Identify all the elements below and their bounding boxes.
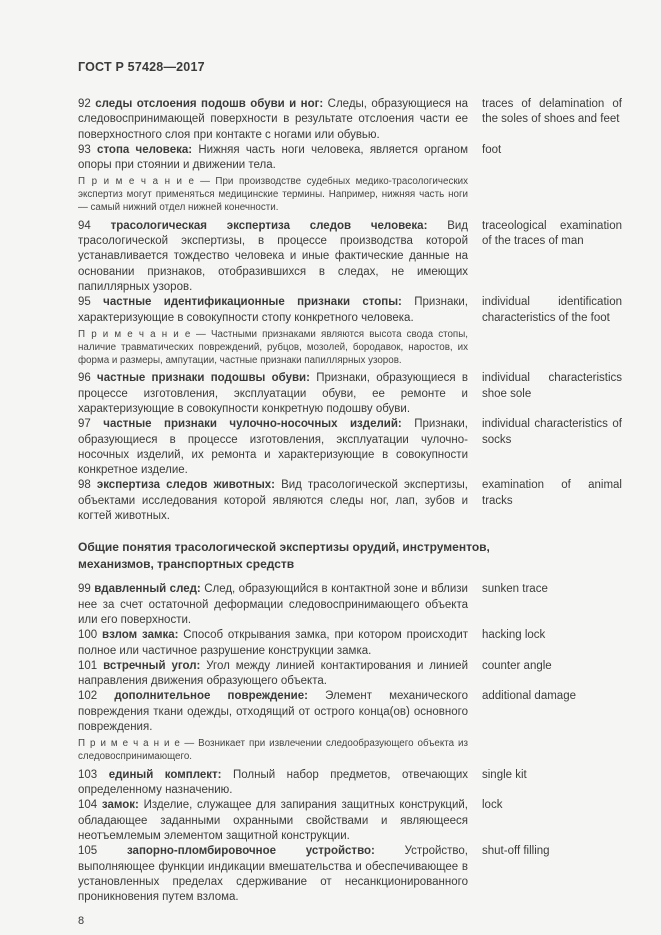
term-definition: Нижняя часть ноги человека, является органом опоры при стоянии и движении тела. [78,143,468,172]
term-name: встречный угол: [103,659,201,672]
note-label: П р и м е ч а н и е [78,738,181,750]
term-number: 98 [78,479,91,492]
term-definition-block [78,798,468,844]
term-entry [78,582,622,628]
note-entry [78,176,468,214]
term-definition: Угол между линией контактирования и линией направления движения образующего объекта. [78,659,468,688]
term-entry [78,143,622,174]
term-entry [78,295,622,326]
term-definition-block [78,659,468,690]
term-entry [78,768,622,799]
term-definition: Признаки, образующиеся в процессе изготовления, эксплуатации чулочно-носочных изделий, их ремонта и характеризующие в совокупности конкретное изделие. [78,418,468,477]
term-translation: counter angle [482,659,552,672]
term-definition: Полный набор предметов, отвечающих определенному назначению. [78,768,469,797]
term-definition-block [78,628,468,659]
term-name: запорно-пломбировочное устройство: [126,845,375,858]
term-definition: Изделие, служащее для запирания защитных конструкций, обладающее заданными охранными свойствами и являющееся неотъемлемым элементом защитной конструкции. [78,799,468,843]
term-entry [78,798,622,844]
term-definition-block [78,295,468,326]
term-entry [78,659,622,690]
term-name: замок: [101,799,139,812]
document-title: ГОСТ Р 57428—2017 [78,60,205,74]
term-entry [78,628,622,659]
term-translation: shut-off filling [482,845,550,858]
term-definition: Признаки, образующиеся в процессе изготовления, эксплуатации обуви, ее ремонте и характеризующие в совокупности конкретную подошву обуви. [78,372,468,415]
term-definition: Следы, образующиеся на следовоспринимающей поверхности в результате отслоения части ее поверхностного слоя при контакте с ногами или обувью. [78,98,468,141]
term-number: 92 [78,98,91,110]
note-entry [78,738,468,764]
term-name: вдавленный след: [94,583,201,596]
term-name: частные признаки чулочно-носочных изделий: [103,418,402,431]
term-number: 96 [78,372,91,385]
term-name: трасологическая экспертиза следов человека: [110,219,428,232]
term-translation: individual identification characteristics of the foot [482,296,622,324]
term-number: 99 [78,583,91,596]
term-definition: Вид трасологической экспертизы, в процессе производства которой устанавливается тождество человека и иные фактические данные на основании признаков, отобразившихся в следах, не имеющих папиллярных узоров. [78,219,468,294]
page-number: 8 [78,914,85,927]
section-heading: Общие понятия трасологической экспертизы орудий, инструментов, механизмов, транспортных средств [78,540,490,571]
term-name: единый комплект: [108,768,222,781]
term-entry [78,689,622,735]
term-entry [78,478,622,524]
term-translation: additional damage [482,690,576,703]
note-label: П р и м е ч а н и е [78,176,195,188]
term-name: взлом замка: [102,629,179,642]
term-entry [78,844,622,905]
term-number: 101 [78,659,98,672]
term-definition: Способ открывания замка, при котором происходит полное или частичное разрушение конструкции замка. [78,629,469,657]
term-translation: traceological examination of the traces of man [482,219,622,248]
term-definition-block [78,219,468,295]
term-definition-block [78,689,468,735]
term-definition: Признаки, характеризующие в совокупности стопу конкретного человека. [78,296,468,324]
term-number: 104 [78,799,98,812]
term-name: следы отслоения подошв обуви и ног: [95,98,324,110]
term-entry [78,219,622,295]
term-definition: Устройство, выполняющее функции индикации вмешательства и обеспечивающее в установленных пределах сдерживание от несанкционированного проникновения путем взлома. [78,845,468,904]
term-translation: lock [482,799,503,812]
term-translation: individual characteristics of socks [482,418,622,446]
term-name: стопа человека: [97,143,193,156]
term-definition-block [78,582,468,628]
note-entry [78,329,468,367]
term-definition-block [78,371,468,417]
note-text: — При производстве судебных медико-трасологических экспертиз могут применяться медицинские термины. Например, нижняя часть ноги — самый нижний отдел нижней конечности. [78,176,468,214]
term-definition-block [78,478,468,524]
term-name: частные идентификационные признаки стопы: [103,296,402,309]
note-text: — Частными признаками являются высота свода стопы, наличие травматических повреждений, рубцов, мозолей, бородавок, наростов, их форма и размеры, ампутации, частные признаки папиллярных узоров. [78,328,468,366]
term-number: 97 [78,418,91,431]
term-name: частные признаки подошвы обуви: [97,372,310,385]
term-translation: traces of delamination of the soles of shoes and feet [482,98,622,126]
term-definition-block [78,97,468,143]
term-name: дополнительное повреждение: [114,690,308,703]
term-number: 105 [78,845,98,858]
term-definition: Вид трасологической экспертизы, объектами исследования которой являются следы ног, лап, зубов и когтей животных. [78,479,468,523]
term-translation: single kit [482,768,527,781]
term-number: 102 [78,690,98,703]
term-translation: foot [482,143,502,156]
term-number: 95 [78,296,91,309]
term-translation: individual characteristics shoe sole [482,372,622,400]
term-definition: Элемент механического повреждения ткани одежды, отходящий от острого конца(ов) основного повреждения. [78,690,468,733]
term-definition-block [78,417,468,478]
term-number: 93 [78,143,91,156]
term-definition-block [78,844,468,905]
term-translation: examination of animal tracks [482,479,622,507]
term-number: 94 [78,219,91,232]
term-translation: sunken trace [482,583,548,596]
term-entry [78,417,622,478]
term-number: 103 [78,768,98,781]
note-label: П р и м е ч а н и е [78,328,191,340]
term-definition-block [78,768,468,799]
term-translation: hacking lock [482,629,546,642]
note-text: — Возникает при извлечении следообразующего объекта из следовоспринимающего. [78,738,468,763]
term-entry [78,371,622,417]
entries [78,97,622,906]
term-definition-block [78,143,468,174]
term-name: экспертиза следов животных: [96,479,276,492]
term-definition: След, образующийся в контактной зоне и вблизи нее за счет остаточной деформации следовоспринимающего объекта или его поверхности. [78,583,468,626]
term-entry [78,97,622,143]
page-content [78,60,622,927]
term-number: 100 [78,629,98,642]
